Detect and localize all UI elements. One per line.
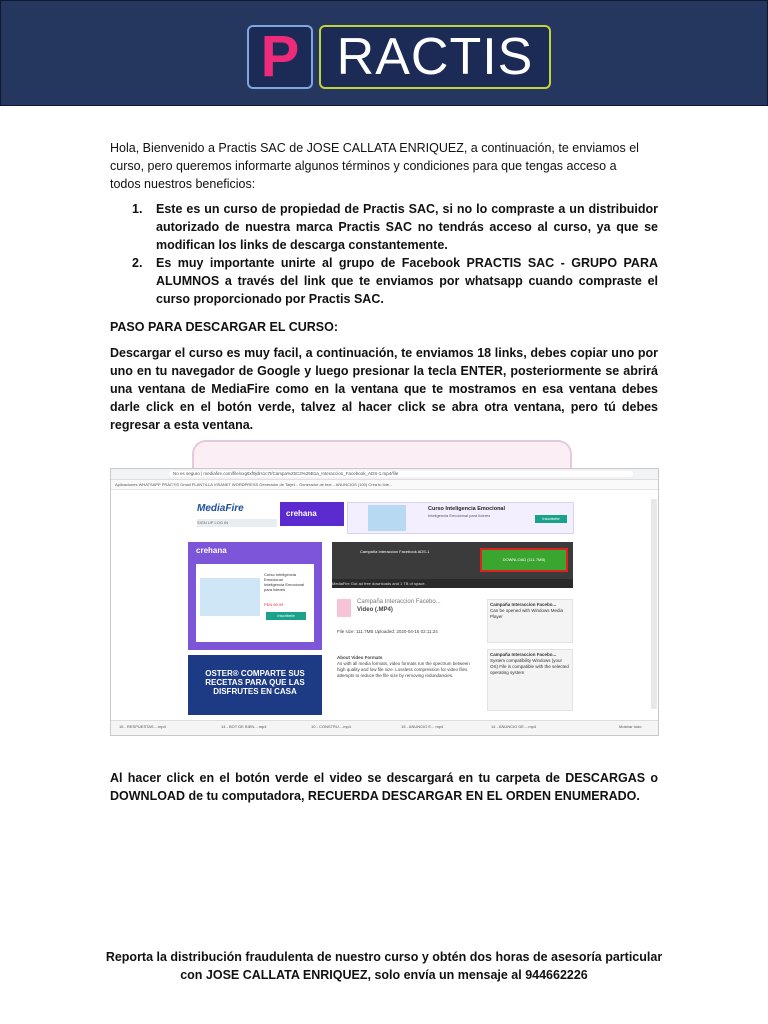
video-file-icon [337,599,351,617]
ad-button: Inscribete [535,515,567,523]
side-ad-card [196,564,314,642]
top-ad [347,502,574,534]
ad-photo [368,505,406,531]
open-with-title: Campaña Interaccion Facebo... [490,602,557,607]
ad-subtitle: Inteligencia Emocional para líderes [428,513,491,518]
open-with-panel [487,599,573,643]
term-text: Es muy importante unirte al grupo de Facebook PRACTIS SAC - GRUPO PARA ALUMNOS a través del link que te enviamos por whatsapp cuando compraste el curso proporcionado por Practis SAC. [156,256,658,306]
about-formats [337,655,477,679]
oster-ad: OSTER® COMPARTE SUS RECETAS PARA QUE LAS DISFRUTES EN CASA [188,655,322,715]
logo-letter-p: P [247,25,313,89]
download-button: DOWNLOAD (111.7MB) [480,548,568,572]
logo-wordmark: RACTIS [319,25,551,89]
side-ad [188,542,322,650]
side-ad-button: Inscribete [266,612,306,620]
browser-address-bar [111,469,658,480]
open-with-text: Can be opened with Windows Media Player [490,608,564,619]
term-item [110,254,658,308]
bookmarks-bar: Aplicaciones WHATSAPP PRACTIS Gmail PLANTILLA VISANET WORDPRESS Generador de Tarjet... Generador de text... ANUNCIOS (100) Crea tu líde... [111,480,659,490]
term-number: 2. [132,256,143,270]
mediafire-screenshot [110,468,659,736]
after-download-paragraph: Al hacer click en el botón verde el video se descargará en tu carpeta de DESCARGAS o DOWNLOAD de tu computadora, RECUERDA DESCARGAR EN EL ORDEN ENUMERADO. [110,771,658,803]
compatibility-title: Campaña Interaccion Facebo... [490,652,557,657]
intro-paragraph: Hola, Bienvenido a Practis SAC de JOSE CALLATA ENRIQUEZ, a continuación, te enviamos el curso, pero queremos informarte algunos términos y condiciones para que tengas acceso a todos nuestros beneficios: [110,141,639,191]
download-item: 14 - BOT DE BIEN....mp4 [221,724,267,729]
term-number: 1. [132,202,143,216]
about-text: As with all media formats, video formats run the spectrum between high quality and low file size. Lossless compression for video files attempts to reduce the file size by removing redundancies. [337,661,470,678]
download-file-label: Campaña Interaccion Facebook ADS-1 [360,549,430,554]
download-item: 15 - ANUNCIO E....mp4 [401,724,444,729]
practis-logo [247,25,551,89]
file-name: Campaña Interaccion Facebo... [357,599,441,605]
side-ad-title: Curso Inteligencia Emocional [264,572,297,582]
file-meta: File size: 111.7MB Uploaded: 2020-04-16 02:11:24 [337,629,438,634]
crehana-banner: crehana [280,502,344,526]
term-text: Este es un curso de propiedad de Practis SAC, si no lo compraste a un distribuidor autorizado de nuestra marca Practis SAC no tendrás acceso al curso, ya que se modifican los links de descarga constantemente. [156,202,658,252]
download-panel [332,542,573,588]
download-item: 15 - RESPUESTAS....mp4 [119,724,166,729]
file-type: Video (.MP4) [357,607,393,613]
mediafire-nav: SIGN UP LOG IN [197,519,277,527]
side-ad-subtitle: Inteligencia Emocional para líderes [264,582,305,592]
side-ad-brand: crehana [196,546,227,555]
downloads-bar [111,720,658,735]
about-title: About Video Formats [337,655,383,660]
compatibility-panel [487,649,573,711]
header-banner [0,0,768,106]
instructions-paragraph: Descargar el curso es muy facil, a continuación, te enviamos 18 links, debes copiar uno por uno en tu navegador de Google y luego presionar la tecla ENTER, posteriormente se abrirá una ventana de MediaFire como en la ventana que te mostramos en esa ventana debes darle click en el botón verde, talvez al hacer click se abra otra ventana, pero tú debes regresar a esta ventana. [110,346,658,432]
section-title: PASO PARA DESCARGAR EL CURSO: [110,320,339,334]
mediafire-logo: MediaFire [197,503,244,514]
term-item [110,200,658,254]
compatibility-text: System compatibility Windows (your OS) File is compatible with the selected operating system [490,658,569,675]
side-ad-price: PEN 69.99 [264,602,284,607]
side-ad-photo [200,578,260,616]
show-all-link: Mostrar todo [619,724,642,729]
download-item: 14 - ANUNCIO DE....mp4 [491,724,537,729]
side-ad-text [264,572,310,592]
scrollbar [651,499,657,709]
ad-title: Curso Inteligencia Emocional [428,506,506,512]
download-panel-footer: MediaFire Got ad free downloads and 1 TB of space. [332,579,573,588]
download-item: 10 - CONSTRU....mp4 [311,724,352,729]
terms-list [110,200,658,308]
url-text: No es seguro | mediafire.com/file/xxg6xf9jdrs1c7t/Campa%25C3%25B1a_Interaccion_Facebook_ADS-1.mp4/file [169,471,633,477]
footer-note: Reporta la distribución fraudulenta de nuestro curso y obtén dos horas de asesoría particular con JOSE CALLATA ENRIQUEZ, solo envía un mensaje al 944662226 [105,950,663,982]
